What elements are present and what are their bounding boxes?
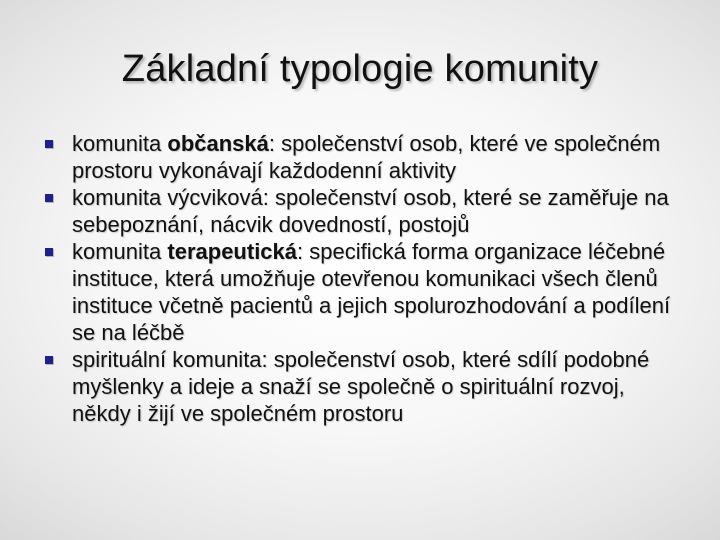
bullet-item-therapeutic-community [40,238,680,346]
bullet-item-spiritual-community [40,346,680,427]
square-bullet-icon [45,140,53,148]
bullet-emphasis-text: občanská [167,131,269,156]
square-bullet-icon [45,356,53,364]
square-bullet-icon [45,248,53,256]
bullet-emphasis-text: terapeutická [167,239,298,264]
bullet-lead-text: komunita [72,131,168,156]
bullet-item-civic-community [40,130,680,184]
bullet-lead-text: komunita výcviková: společenství osob, které se zaměřuje na sebepoznání, nácvik dovedností, postojů [72,185,669,237]
bullet-rest-text: : společenství osob, které ve společném prostoru vykonávají každodenní aktivity [72,131,661,183]
square-bullet-icon [45,194,53,202]
bullet-list [40,130,680,427]
bullet-item-training-community [40,184,680,238]
bullet-lead-text: komunita [72,239,168,264]
slide-title: Základní typologie komunity [121,48,599,90]
bullet-lead-text: spirituální komunita: společenství osob, které sdílí podobné myšlenky a ideje a snaží se společně o spirituální rozvoj, někdy i žijí ve společném prostoru [72,347,650,426]
bullet-rest-text: : specifická forma organizace léčebné instituce, která umožňuje otevřenou komunikaci všech členů instituce včetně pacientů a jejich spolurozhodování a podílení se na léčbě [72,239,671,345]
